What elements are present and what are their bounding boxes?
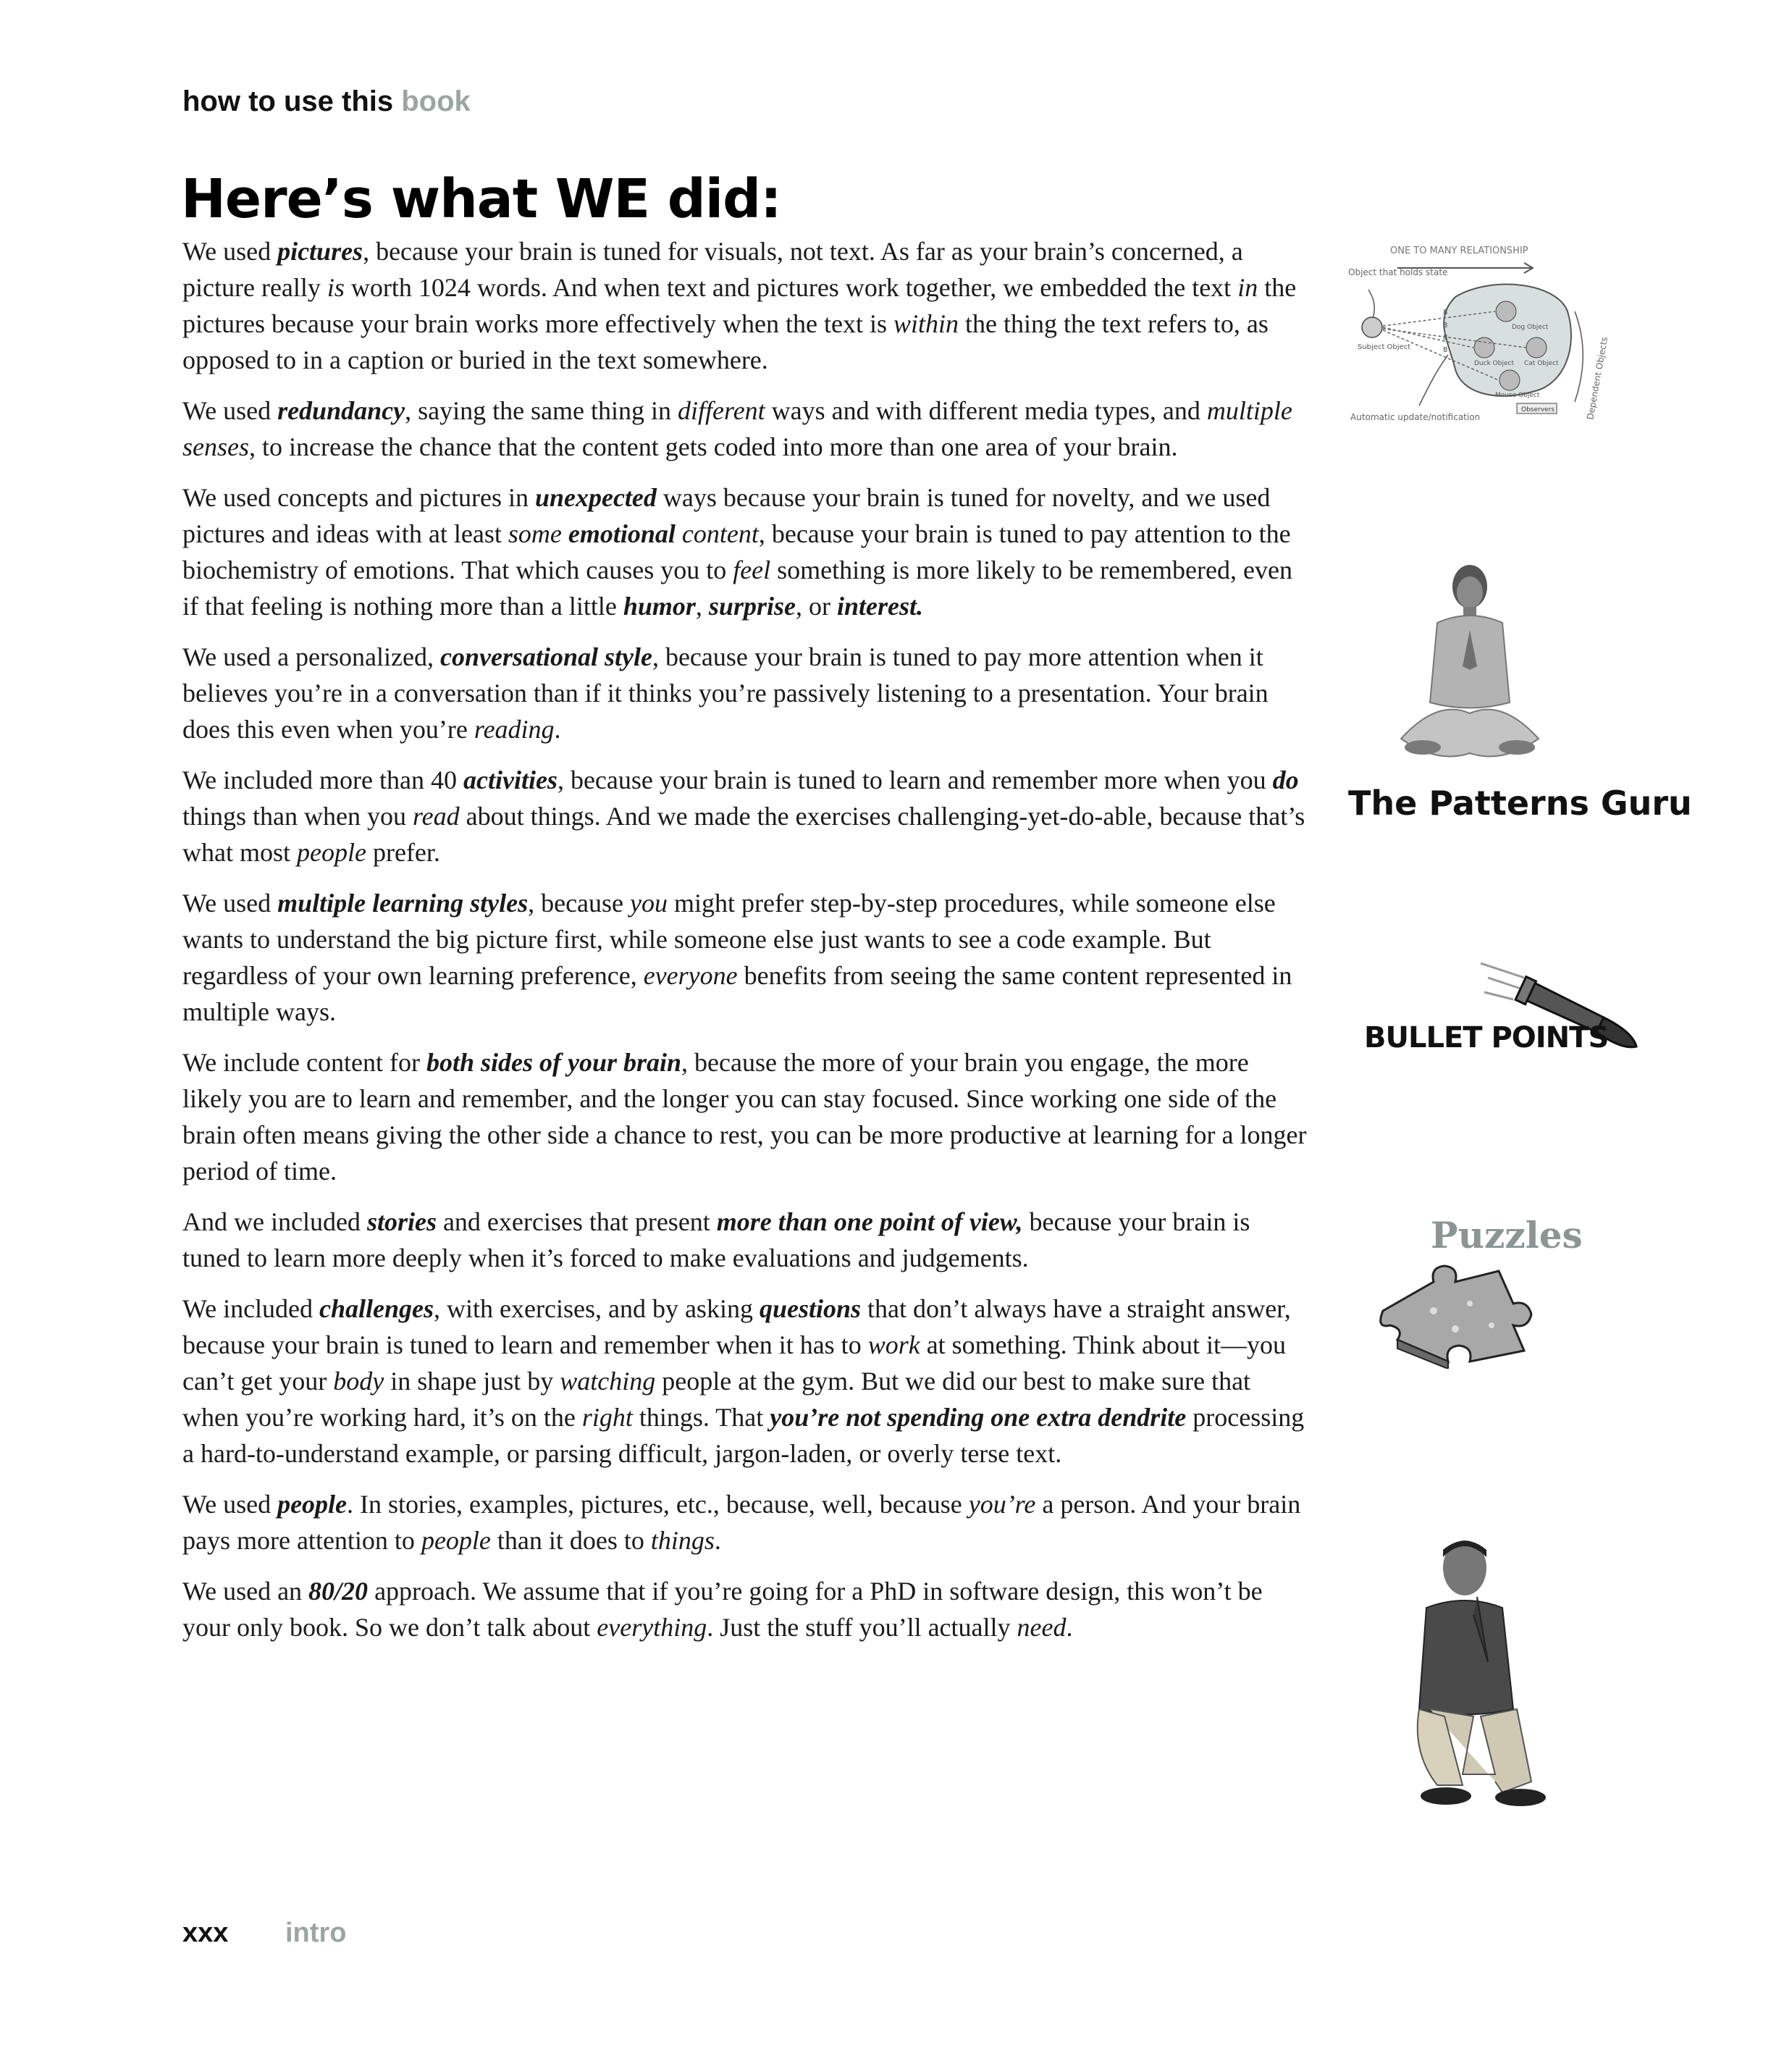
text-run: , saying the same thing in — [405, 396, 678, 425]
paragraph — [182, 1291, 1312, 1472]
page-title: Here’s what WE did: — [181, 168, 781, 230]
diagram-title: ONE TO MANY RELATIONSHIP — [1390, 246, 1528, 256]
emphasis-text: you’re not spending one extra dendrite — [770, 1403, 1187, 1432]
text-run — [676, 519, 682, 548]
italic-text: right — [581, 1403, 633, 1432]
text-run: We used a personalized, — [182, 642, 440, 671]
text-run: ways and with different media types, and — [765, 396, 1207, 425]
observers-label: Observers — [1521, 406, 1555, 414]
text-run: processing a hard-to-understand example, or parsing difficult, jargon-laden, or overly terse text. — [182, 1403, 1305, 1468]
text-run: We used — [182, 889, 278, 918]
italic-text: some — [508, 519, 562, 548]
text-run: We include content for — [182, 1048, 426, 1077]
emphasis-text: activities — [463, 765, 558, 794]
text-run: We used — [182, 396, 278, 425]
emphasis-text: surprise — [708, 592, 796, 621]
text-run: We used concepts and pictures in — [182, 483, 535, 512]
header-main: how to use this — [182, 85, 394, 117]
text-run: , because the more of your brain you engage, the more likely you are to learn and remember, and the longer you can stay focused. Since working one side of the brain often means giving the other side a chance to rest, you can be more productive at learning for a longer period of time. — [182, 1048, 1307, 1186]
italic-text: things — [650, 1526, 715, 1555]
guru-caption: The Patterns Guru — [1348, 784, 1692, 823]
text-run: that don’t always have a straight answer, because your brain is tuned to learn and remember when it has to — [182, 1294, 1291, 1359]
guru-figure — [1394, 558, 1546, 775]
puzzle-piece-icon — [1368, 1260, 1542, 1369]
subject-label: Subject Object — [1358, 343, 1411, 351]
emphasis-text: pictures — [277, 237, 363, 266]
text-run: the pictures because your brain works more effectively when the text is — [182, 273, 1297, 338]
italic-text: people — [297, 838, 366, 867]
text-run: the thing the text refers to, as opposed to in a caption or buried in the text somewhere. — [182, 309, 1269, 374]
text-run: , because your brain is tuned to pay attention to the biochemistry of emotions. That which causes you to — [182, 519, 1291, 584]
text-run: approach. We assume that if you’re going for a PhD in software design, this won’t be your only book. So we don’t talk about — [182, 1577, 1263, 1642]
text-run: a person. And your brain pays more attention to — [182, 1490, 1301, 1555]
italic-text: feel — [733, 555, 771, 584]
text-run: than it does to — [490, 1526, 651, 1555]
text-run: We included more than 40 — [182, 765, 463, 794]
emphasis-text: more than one point of view, — [716, 1207, 1023, 1236]
italic-text: body — [333, 1367, 384, 1396]
text-run: , to increase the chance that the content gets coded into more than one area of your brain. — [249, 432, 1178, 461]
text-run: benefits from seeing the same content represented in multiple ways. — [182, 961, 1292, 1026]
emphasis-text: humor — [623, 592, 696, 621]
mouse-object-label: Mouse Object — [1495, 392, 1540, 399]
italic-text: within — [893, 309, 959, 338]
text-run: . — [1066, 1613, 1073, 1642]
thinking-person-figure — [1387, 1535, 1560, 1825]
text-run: , with exercises, and by asking — [434, 1294, 760, 1323]
puzzles-caption: Puzzles — [1431, 1214, 1583, 1257]
text-run: about things. And we made the exercises challenging-yet-do-able, because that’s what most — [182, 802, 1305, 867]
running-header — [182, 85, 471, 118]
text-run: things. That — [632, 1403, 770, 1432]
text-run: . Just the stuff you’ll actually — [707, 1613, 1017, 1642]
text-run: people at the gym. But we did our best to make sure that when you’re working hard, it’s on the — [182, 1367, 1251, 1432]
paragraph — [182, 639, 1312, 747]
header-light: book — [401, 85, 471, 117]
text-run: . In stories, examples, pictures, etc., because, well, because — [347, 1490, 969, 1519]
observer-diagram — [1347, 239, 1615, 431]
emphasis-text: redundancy — [277, 396, 405, 425]
text-run: , because — [528, 889, 631, 918]
paragraph — [182, 1044, 1312, 1189]
arrow-value: 8 — [1443, 346, 1448, 354]
dog-object-label: Dog Object — [1512, 324, 1549, 331]
emphasis-text: multiple learning styles — [277, 889, 529, 918]
text-run: ways because your brain is tuned for novelty, and we used pictures and ideas with at least — [182, 483, 1271, 548]
paragraph — [182, 1573, 1312, 1645]
emphasis-text: both sides of your brain — [426, 1048, 682, 1077]
emphasis-text: people — [277, 1490, 348, 1519]
italic-text: different — [678, 396, 765, 425]
paragraph — [182, 479, 1312, 624]
text-run: things than when you — [182, 802, 413, 831]
text-run: , because your brain is tuned to learn and remember more when you — [557, 765, 1273, 794]
emphasis-text: unexpected — [534, 483, 657, 512]
arrow-value: 8 — [1443, 309, 1448, 316]
italic-text: content — [681, 519, 759, 548]
cat-object-label: Cat Object — [1524, 360, 1559, 367]
text-run: , — [695, 592, 709, 621]
object-label: Object that holds state — [1348, 267, 1448, 277]
cat-object-icon — [1526, 337, 1547, 358]
italic-text: multiple senses — [182, 396, 1292, 461]
italic-text: you — [630, 889, 668, 918]
paragraph — [182, 1486, 1312, 1559]
emphasis-text: emotional — [568, 519, 676, 548]
subject-object-icon — [1362, 317, 1382, 337]
arrow-value: 8 — [1443, 334, 1448, 342]
italic-text: watching — [560, 1367, 656, 1396]
italic-text: need — [1017, 1613, 1067, 1642]
paragraph — [182, 393, 1312, 465]
text-run: prefer. — [366, 838, 440, 867]
text-run: something is more likely to be remembered, even if that feeling is nothing more than a little — [182, 555, 1292, 621]
text-run: We included — [182, 1294, 320, 1323]
text-run: We used an — [182, 1577, 309, 1606]
italic-text: read — [412, 802, 460, 831]
body-text — [182, 233, 1312, 1660]
arrow-value: 8 — [1443, 322, 1448, 330]
footer-section: intro — [285, 1918, 347, 1948]
text-run: And we included — [182, 1207, 367, 1236]
duck-object-label: Duck Object — [1474, 360, 1514, 367]
text-run: . — [714, 1526, 721, 1555]
paragraph — [182, 762, 1312, 871]
italic-text: work — [867, 1330, 920, 1359]
paragraph — [182, 885, 1312, 1030]
text-run: and exercises that present — [436, 1207, 717, 1236]
mouse-object-icon — [1499, 370, 1520, 390]
text-run — [562, 519, 568, 548]
text-run: , or — [795, 592, 837, 621]
emphasis-text: conversational style — [439, 642, 652, 671]
text-run: worth 1024 words. And when text and pictures work together, we embedded the text — [344, 273, 1238, 302]
italic-text: people — [421, 1526, 491, 1555]
text-run: We used — [182, 237, 278, 266]
text-run: in shape just by — [384, 1367, 560, 1396]
emphasis-text: challenges — [319, 1294, 434, 1323]
italic-text: everything — [597, 1613, 707, 1642]
update-label: Automatic update/notification — [1350, 412, 1481, 422]
paragraph — [182, 233, 1312, 378]
dog-object-icon — [1496, 301, 1516, 322]
italic-text: you’re — [968, 1490, 1036, 1519]
text-run: at something. Think about it—you can’t get your — [182, 1330, 1286, 1396]
bullet-points-caption: BULLET POINTS — [1364, 1021, 1609, 1054]
text-run: , because your brain is tuned for visuals, not text. As far as your brain’s concerned, a picture really — [182, 237, 1243, 302]
emphasis-text: interest. — [836, 592, 923, 621]
text-run: . — [554, 715, 561, 744]
paragraph — [182, 1204, 1312, 1276]
text-run: , because your brain is tuned to pay more attention when it believes you’re in a conversation than if it thinks you’re passively listening to a presentation. Your brain does this even when you’re — [182, 642, 1269, 744]
emphasis-text: questions — [759, 1294, 861, 1323]
italic-text: everyone — [643, 961, 738, 990]
emphasis-text: 80/20 — [308, 1577, 369, 1606]
emphasis-text: stories — [366, 1207, 437, 1236]
dependent-label: Dependent Objects — [1585, 336, 1610, 421]
text-run: might prefer step-by-step procedures, while someone else wants to understand the big picture first, while someone else just wants to see a code example. But regardless of your own learning preference, — [182, 889, 1276, 990]
italic-text: in — [1237, 273, 1258, 302]
page-number: xxx — [182, 1918, 229, 1948]
italic-text: reading — [474, 715, 555, 744]
duck-object-icon — [1474, 337, 1494, 358]
text-run: We used — [182, 1490, 278, 1519]
emphasis-text: do — [1272, 765, 1299, 794]
italic-text: is — [327, 273, 345, 302]
text-run: because your brain is tuned to learn more deeply when it’s forced to make evaluations and judgements. — [182, 1207, 1250, 1272]
